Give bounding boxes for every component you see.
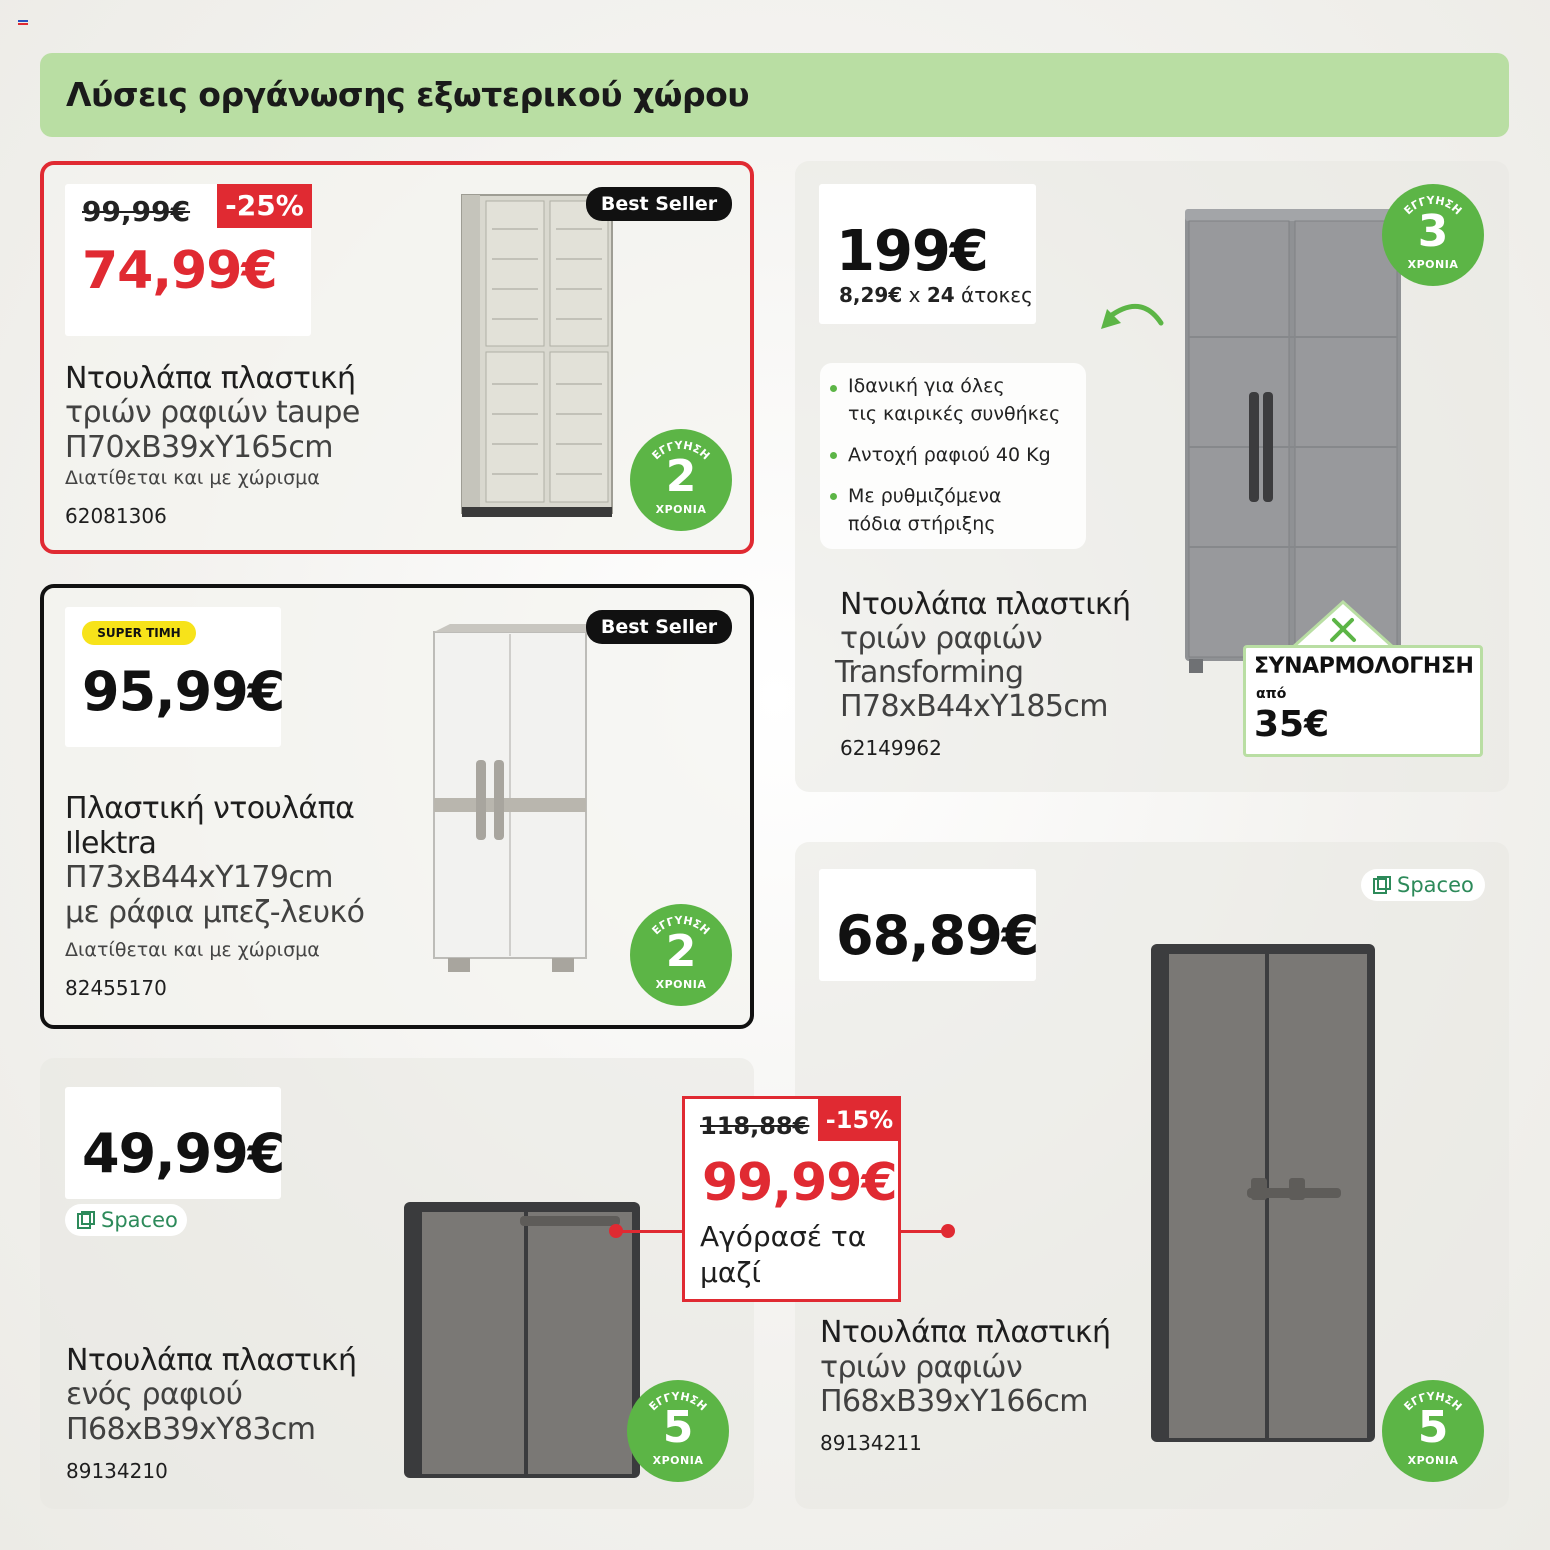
warranty-badge	[630, 904, 732, 1006]
warranty-unit: ΧΡΟΝΙΑ	[655, 503, 707, 516]
best-seller-badge: Best Seller	[586, 187, 732, 221]
product-dimensions: Π78xΒ44xΥ185cm	[840, 689, 1108, 724]
section-header	[40, 53, 1509, 137]
product-title: Ντουλάπα πλαστική	[820, 1315, 1111, 1350]
product-card-low-dark[interactable]	[40, 1058, 754, 1509]
connector-dot	[609, 1224, 623, 1238]
warranty-unit: ΧΡΟΝΙΑ	[655, 978, 707, 991]
bundle-text: Αγόρασέ τα	[700, 1220, 867, 1253]
price: 95,99€	[82, 660, 285, 723]
product-title: Πλαστική ντουλάπα	[65, 791, 355, 826]
product-title: Ντουλάπα πλαστική	[65, 361, 356, 396]
product-title: Ντουλάπα πλαστική	[66, 1343, 357, 1378]
warranty-label: ΕΓΓΥΗΣΗ	[649, 913, 713, 938]
warranty-unit: ΧΡΟΝΙΑ	[1407, 258, 1459, 271]
product-subtitle: τριών ραφιών	[820, 1350, 1023, 1385]
product-card-ilektra[interactable]	[40, 584, 754, 1029]
product-name: Ilektra	[65, 826, 157, 861]
product-variant: με ράφια μπεζ-λευκό	[65, 895, 365, 930]
product-code: 89134211	[820, 1431, 922, 1455]
curved-arrow-icon	[1097, 297, 1169, 341]
product-title: Ντουλάπα πλαστική	[840, 587, 1131, 622]
connector-dot	[941, 1224, 955, 1238]
warranty-years: 5	[1417, 1402, 1449, 1453]
bullet-icon	[830, 385, 837, 392]
super-price-tag: SUPER ΤΙΜΗ	[82, 621, 196, 645]
bundle-price: 99,99€	[702, 1153, 897, 1213]
product-dimensions: Π68xΒ39xΥ166cm	[820, 1384, 1088, 1419]
price: 68,89€	[836, 904, 1039, 967]
features-list	[820, 363, 1086, 549]
brand-name: Spaceo	[1397, 873, 1474, 897]
installments-x: x	[908, 283, 921, 307]
product-model: Transforming	[835, 655, 1024, 690]
old-price: 99,99€	[82, 195, 191, 228]
assembly-from: από	[1256, 686, 1287, 702]
feature-item: Αντοχή ραφιού 40 Kg	[848, 444, 1051, 466]
warranty-badge	[1382, 1380, 1484, 1482]
product-dimensions: Π70xΒ39xΥ165cm	[65, 430, 333, 465]
warranty-years: 2	[665, 451, 697, 502]
bundle-old-price: 118,88€	[700, 1112, 810, 1140]
product-subtitle: ενός ραφιού	[66, 1377, 243, 1412]
warranty-badge	[627, 1380, 729, 1482]
warranty-unit: ΧΡΟΝΙΑ	[1407, 1454, 1459, 1467]
assembly-offer[interactable]	[1243, 645, 1483, 757]
sale-price: 74,99€	[82, 241, 277, 301]
installments-amount: 8,29€	[839, 283, 903, 307]
brand-name: Spaceo	[101, 1208, 178, 1232]
product-code: 82455170	[65, 976, 167, 1000]
assembly-price: 35€	[1254, 704, 1330, 745]
best-seller-badge: Best Seller	[586, 610, 732, 644]
bundle-offer[interactable]	[682, 1096, 901, 1302]
bundle-connector-left	[616, 1230, 684, 1233]
warranty-badge	[1382, 184, 1484, 286]
assembly-title: ΣΥΝΑΡΜΟΛΟΓΗΣΗ	[1254, 654, 1474, 679]
product-subtitle: τριών ραφιών taupe	[65, 395, 360, 430]
discount-badge: -25%	[217, 184, 312, 228]
product-card-tall-dark[interactable]	[795, 842, 1509, 1509]
warranty-badge	[630, 429, 732, 531]
warranty-years: 5	[662, 1402, 694, 1453]
installments-info	[839, 283, 1033, 307]
feature-item: Με ρυθμιζόμενα	[848, 485, 1002, 507]
feature-item: πόδια στήριξης	[848, 513, 996, 535]
feature-item: τις καιρικές συνθήκες	[848, 403, 1061, 425]
page-title: Λύσεις οργάνωσης εξωτερικού χώρου	[66, 75, 750, 114]
warranty-label: ΕΓΓΥΗΣΗ	[646, 1389, 710, 1414]
product-dimensions: Π73xΒ44xΥ179cm	[65, 860, 333, 895]
white-cabinet-image	[430, 624, 592, 980]
dark-low-cabinet-image	[402, 1198, 644, 1480]
warranty-unit: ΧΡΟΝΙΑ	[652, 1454, 704, 1467]
warranty-years: 2	[665, 926, 697, 977]
dark-tall-cabinet-image	[1147, 940, 1379, 1448]
installments-count: 24	[926, 283, 955, 307]
product-note: Διατίθεται και με χώρισμα	[65, 939, 320, 961]
product-code: 62149962	[840, 736, 942, 760]
product-card-taupe[interactable]	[40, 161, 754, 554]
price: 49,99€	[82, 1122, 285, 1185]
spaceo-logo-icon	[77, 1211, 95, 1229]
price: 199€	[836, 219, 988, 284]
feature-item: Ιδανική για όλες	[848, 375, 1005, 397]
beige-cabinet-image	[458, 189, 620, 525]
bullet-icon	[830, 493, 837, 500]
installments-label: άτοκες	[961, 283, 1033, 307]
product-dimensions: Π68xΒ39xΥ83cm	[66, 1412, 316, 1447]
warranty-label: ΕΓΓΥΗΣΗ	[1401, 1389, 1465, 1414]
warranty-years: 3	[1417, 206, 1449, 257]
spaceo-logo-icon	[1373, 876, 1391, 894]
warranty-label: ΕΓΓΥΗΣΗ	[1401, 193, 1465, 218]
flag-icon	[18, 20, 28, 26]
spaceo-brand-badge	[1361, 869, 1485, 901]
product-code: 89134210	[66, 1459, 168, 1483]
spaceo-brand-badge	[65, 1204, 187, 1236]
product-subtitle: τριών ραφιών	[840, 621, 1043, 656]
bundle-text-2: μαζί	[700, 1256, 761, 1289]
product-note: Διατίθεται και με χώρισμα	[65, 467, 320, 489]
product-code: 62081306	[65, 504, 167, 528]
bullet-icon	[830, 452, 837, 459]
warranty-label: ΕΓΓΥΗΣΗ	[649, 438, 713, 463]
bundle-discount-badge: -15%	[818, 1099, 901, 1141]
tools-icon	[1290, 600, 1396, 650]
